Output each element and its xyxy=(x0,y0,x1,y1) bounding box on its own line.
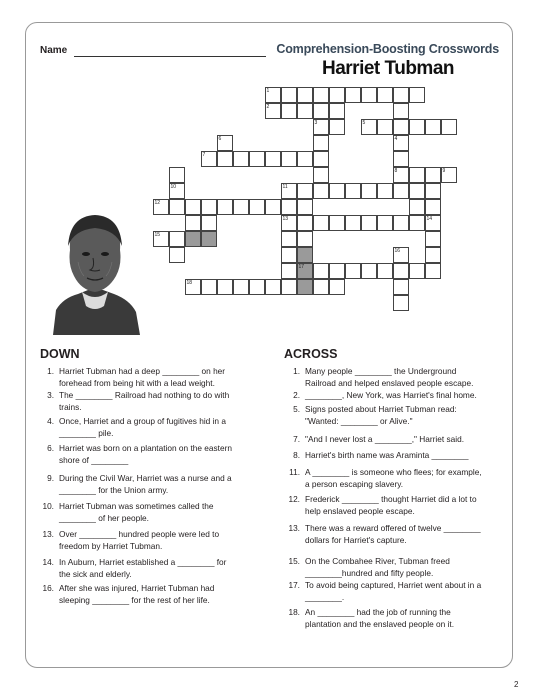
crossword-cell[interactable] xyxy=(425,167,441,183)
crossword-cell[interactable] xyxy=(393,103,409,119)
clue-number: 11 xyxy=(282,183,288,190)
crossword-cell[interactable] xyxy=(345,183,361,199)
crossword-cell[interactable] xyxy=(377,215,393,231)
crossword-cell[interactable] xyxy=(249,279,265,295)
crossword-cell[interactable] xyxy=(297,103,313,119)
across-heading: ACROSS xyxy=(284,347,338,361)
crossword-cell[interactable] xyxy=(297,151,313,167)
crossword-cell[interactable] xyxy=(281,151,297,167)
crossword-cell[interactable] xyxy=(361,183,377,199)
crossword-cell[interactable] xyxy=(233,199,249,215)
crossword-cell[interactable] xyxy=(217,151,233,167)
crossword-cell[interactable] xyxy=(409,263,425,279)
clue-number: 10 xyxy=(170,183,177,190)
crossword-cell[interactable] xyxy=(313,263,329,279)
crossword-cell[interactable] xyxy=(409,215,425,231)
page-title: Harriet Tubman xyxy=(322,58,455,79)
crossword-cell[interactable] xyxy=(409,199,425,215)
clue-number: 9 xyxy=(442,167,446,174)
crossword-cell[interactable] xyxy=(393,215,409,231)
clue-num: 5. xyxy=(293,404,300,414)
crossword-cell[interactable] xyxy=(169,247,185,263)
crossword-cell[interactable] xyxy=(393,151,409,167)
crossword-cell[interactable] xyxy=(297,215,313,231)
clue-text: A ________ is someone who flees; for example, a person escaping slavery. xyxy=(305,467,482,489)
clue-number: 8 xyxy=(394,167,398,174)
crossword-cell[interactable] xyxy=(361,87,377,103)
clue-number: 7 xyxy=(202,151,206,158)
clue-text: In Auburn, Harriet established a ________ for the sick and elderly. xyxy=(59,557,227,579)
crossword-cell[interactable] xyxy=(393,183,409,199)
clue-num: 16. xyxy=(42,583,54,593)
crossword-cell[interactable] xyxy=(409,119,425,135)
clue-num: 14. xyxy=(42,557,54,567)
crossword-cell[interactable] xyxy=(265,151,281,167)
clue-num: 2. xyxy=(293,390,300,400)
clue-number: 4 xyxy=(394,135,398,142)
clue-num: 13. xyxy=(42,529,54,539)
crossword-cell[interactable] xyxy=(281,247,297,263)
crossword-cell[interactable] xyxy=(329,87,345,103)
crossword-cell[interactable] xyxy=(281,231,297,247)
clue-text: Frederick ________ thought Harriet did a lot to help enslaved people escape. xyxy=(305,494,477,516)
clue-text: An ________ had the job of running the plantation and the enslaved people on it. xyxy=(305,607,454,629)
crossword-cell[interactable] xyxy=(425,119,441,135)
crossword-cell[interactable] xyxy=(377,87,393,103)
crossword-cell[interactable] xyxy=(425,263,441,279)
crossword-cell[interactable] xyxy=(169,199,185,215)
crossword-cell[interactable] xyxy=(425,199,441,215)
crossword-cell[interactable] xyxy=(329,279,345,295)
crossword-cell[interactable] xyxy=(185,199,201,215)
crossword-cell[interactable] xyxy=(169,167,185,183)
crossword-cell[interactable] xyxy=(233,151,249,167)
crossword-cell[interactable] xyxy=(361,263,377,279)
crossword-cell[interactable] xyxy=(281,263,297,279)
crossword-cell[interactable] xyxy=(425,183,441,199)
crossword-cell[interactable] xyxy=(297,231,313,247)
crossword-cell[interactable] xyxy=(297,279,313,295)
crossword-cell[interactable] xyxy=(281,199,297,215)
crossword-cell[interactable] xyxy=(329,119,345,135)
crossword-cell[interactable] xyxy=(409,167,425,183)
crossword-cell[interactable] xyxy=(201,279,217,295)
crossword-cell[interactable] xyxy=(393,119,409,135)
crossword-cell[interactable] xyxy=(313,87,329,103)
clue-number: 1 xyxy=(266,87,270,94)
crossword-cell[interactable] xyxy=(361,215,377,231)
page-number: 2 xyxy=(514,680,519,689)
crossword-cell[interactable] xyxy=(169,231,185,247)
clue-num: 10. xyxy=(42,501,54,511)
crossword-cell[interactable] xyxy=(185,215,201,231)
clue-text: ________, New York, was Harriet's final home. xyxy=(305,390,477,400)
clue-num: 17. xyxy=(288,580,300,590)
crossword-cell[interactable] xyxy=(345,87,361,103)
crossword-cell[interactable] xyxy=(281,103,297,119)
clue-text: On the Combahee River, Tubman freed ________hundred and fifty people. xyxy=(305,556,450,578)
name-line[interactable] xyxy=(74,56,266,57)
clue-number: 2 xyxy=(266,103,270,110)
name-label: Name xyxy=(40,45,68,56)
crossword-cell[interactable] xyxy=(313,103,329,119)
crossword-cell[interactable] xyxy=(313,215,329,231)
clue-num: 12. xyxy=(288,494,300,504)
clue-num: 11. xyxy=(289,467,300,477)
crossword-cell[interactable] xyxy=(233,279,249,295)
crossword-cell[interactable] xyxy=(297,183,313,199)
clue-text: During the Civil War, Harriet was a nurse and a ________ for the Union army. xyxy=(59,473,232,495)
crossword-cell[interactable] xyxy=(313,279,329,295)
crossword-cell[interactable] xyxy=(425,247,441,263)
clue-number: 16 xyxy=(394,247,401,254)
crossword-cell[interactable] xyxy=(313,183,329,199)
crossword-cell[interactable] xyxy=(393,263,409,279)
clue-text: Many people ________ the Underground Railroad and helped enslaved people escape. xyxy=(305,366,474,388)
crossword-cell[interactable] xyxy=(201,231,217,247)
clue-num: 8. xyxy=(293,450,300,460)
clue-text: Harriet Tubman was sometimes called the ________ of her people. xyxy=(59,501,214,523)
crossword-cell[interactable] xyxy=(377,263,393,279)
crossword-cell[interactable] xyxy=(329,263,345,279)
crossword-cell[interactable] xyxy=(329,215,345,231)
crossword-cell[interactable] xyxy=(345,263,361,279)
clue-text: Harriet Tubman had a deep ________ on her forehead from being hit with a lead weight. xyxy=(59,366,226,388)
clue-num: 18. xyxy=(288,607,300,617)
clue-text: The ________ Railroad had nothing to do with trains. xyxy=(59,390,230,412)
crossword-cell[interactable] xyxy=(249,199,265,215)
clue-num: 7. xyxy=(293,434,300,444)
crossword-cell[interactable] xyxy=(201,215,217,231)
crossword-cell[interactable] xyxy=(329,103,345,119)
clue-num: 4. xyxy=(47,416,54,426)
crossword-cell[interactable] xyxy=(313,151,329,167)
clue-text: "And I never lost a ________," Harriet said. xyxy=(305,434,465,444)
clue-number: 18 xyxy=(186,279,193,286)
crossword-cell[interactable] xyxy=(281,279,297,295)
clue-num: 13. xyxy=(288,523,300,533)
clue-text: Harriet's birth name was Araminta ________ xyxy=(305,450,469,460)
clue-number: 5 xyxy=(362,119,366,126)
crossword-cell[interactable] xyxy=(201,199,217,215)
clue-number: 3 xyxy=(314,119,318,126)
clue-text: Signs posted about Harriet Tubman read: "Wanted: ________ or Alive." xyxy=(305,404,457,426)
clue-number: 15 xyxy=(154,231,161,238)
crossword-cell[interactable] xyxy=(345,215,361,231)
clue-num: 3. xyxy=(47,390,54,400)
clue-number: 14 xyxy=(426,215,433,222)
clue-num: 1. xyxy=(293,366,300,376)
crossword-cell[interactable] xyxy=(297,247,313,263)
crossword-cell[interactable] xyxy=(377,119,393,135)
harriet-tubman-portrait xyxy=(48,210,143,335)
clue-text: To avoid being captured, Harriet went about in a ________. xyxy=(305,580,482,602)
crossword-cell[interactable] xyxy=(265,199,281,215)
crossword-cell[interactable] xyxy=(217,279,233,295)
clue-text: There was a reward offered of twelve ________ dollars for Harriet's capture. xyxy=(305,523,481,545)
clue-num: 9. xyxy=(47,473,54,483)
clue-num: 15. xyxy=(288,556,300,566)
crossword-cell[interactable] xyxy=(313,135,329,151)
crossword-cell[interactable] xyxy=(441,119,457,135)
series-title: Comprehension-Boosting Crosswords xyxy=(276,42,499,56)
clue-text: Harriet was born on a plantation on the eastern shore of ________ xyxy=(59,443,232,465)
crossword-cell[interactable] xyxy=(281,87,297,103)
crossword-cell[interactable] xyxy=(425,231,441,247)
crossword-cell[interactable] xyxy=(409,87,425,103)
clue-text: Once, Harriet and a group of fugitives hid in a ________ pile. xyxy=(59,416,226,438)
clue-num: 1. xyxy=(47,366,54,376)
clue-number: 12 xyxy=(154,199,161,206)
crossword-cell[interactable] xyxy=(393,279,409,295)
crossword-cell[interactable] xyxy=(249,151,265,167)
crossword-cell[interactable] xyxy=(265,279,281,295)
crossword-cell[interactable] xyxy=(185,231,201,247)
clue-number: 17 xyxy=(298,263,305,270)
clue-number: 6 xyxy=(218,135,222,142)
down-heading: DOWN xyxy=(40,347,80,361)
crossword-cell[interactable] xyxy=(329,183,345,199)
clue-text: Over ________ hundred people were led to freedom by Harriet Tubman. xyxy=(59,529,220,551)
crossword-cell[interactable] xyxy=(393,295,409,311)
crossword-cell[interactable] xyxy=(393,87,409,103)
crossword-cell[interactable] xyxy=(377,183,393,199)
crossword-cell[interactable] xyxy=(313,167,329,183)
crossword-cell[interactable] xyxy=(409,183,425,199)
clue-num: 6. xyxy=(47,443,54,453)
crossword-cell[interactable] xyxy=(297,87,313,103)
crossword-cell[interactable] xyxy=(297,199,313,215)
crossword-cell[interactable] xyxy=(217,199,233,215)
clue-text: After she was injured, Harriet Tubman had sleeping ________ for the rest of her life. xyxy=(59,583,215,605)
clue-number: 13 xyxy=(282,215,289,222)
